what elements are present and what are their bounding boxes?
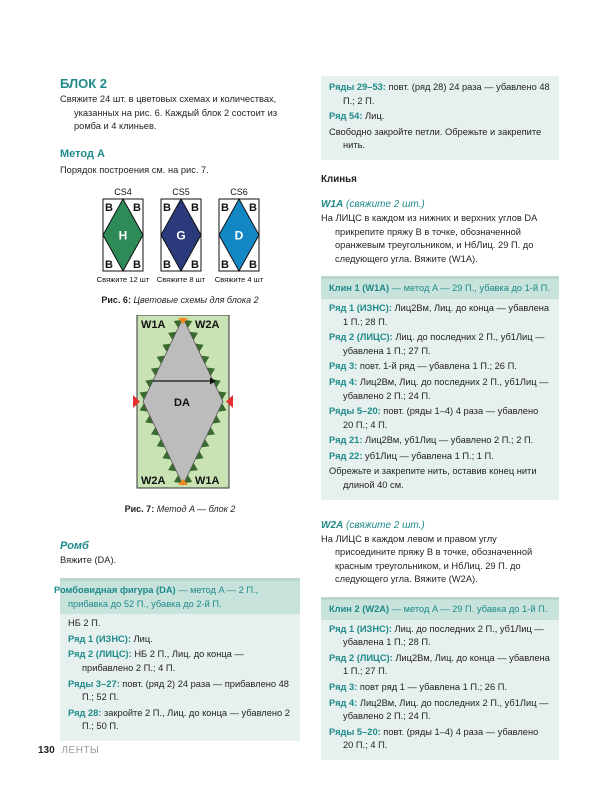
row-text: повт. (ряды 1–4) 4 раза — убавлено 20 П.; 4 П. (343, 406, 539, 430)
wedge-1-head-rest: — метод A — 29 П., убавка до 1-й П. (389, 283, 550, 294)
w2a-title-note: (свяжите 2 шт.) (343, 519, 425, 531)
wedge-1-box (321, 276, 559, 499)
diamond-pattern-head-bold: Ромбовидная фигура (DA) (54, 584, 176, 595)
instruction-row (329, 623, 551, 650)
instruction-row (329, 726, 551, 753)
instruction-row (329, 434, 551, 448)
block-intro: Свяжите 24 шт. в цветовых схемах и количествах, указанных на рис. 6. Каждый блок 2 состоит из ромба и 4 клиньев. (60, 94, 278, 132)
row-label: Ряд 22: (329, 450, 363, 461)
row-text: Лиц. до последних 2 П., уб1Лиц — убавлена 1 П.; 28 П. (343, 623, 544, 648)
row-text: Лиц. (130, 633, 153, 644)
scheme-count: Свяжите 12 шт (96, 275, 150, 285)
section-name: ЛЕНТЫ (61, 745, 100, 756)
instruction-row (68, 707, 292, 734)
w1a-title (321, 199, 559, 210)
figure-7-caption (60, 504, 300, 514)
instruction-row (68, 678, 292, 705)
wedges-title: Клинья (321, 173, 357, 185)
instruction-row (329, 405, 551, 432)
row-label: Ряды 5–20: (329, 726, 381, 737)
diamond-pattern-box (54, 578, 300, 741)
row-label: Ряды 5–20: (329, 406, 381, 417)
instruction-row (329, 697, 551, 724)
w2a-title-label: W2A (321, 519, 344, 531)
wedge-1-head-bold: Клин 1 (W1A) (329, 283, 390, 294)
scheme-corner-letter: B (191, 259, 199, 272)
instruction-row (329, 450, 551, 464)
row-text: Лиц2Вм, Лиц. до конца — убавлена 1 П.; 27 П. (343, 652, 550, 677)
row-label: Ряд 4: (329, 376, 358, 387)
romb-title: Ромб (60, 540, 89, 553)
block-title: БЛОК 2 (60, 76, 108, 91)
w1a-title-note: (свяжите 2 шт.) (343, 198, 425, 210)
row-label: Ряд 1 (ИЗНС): (68, 633, 131, 644)
row-label: Ряд 4: (329, 697, 358, 708)
row-text: повт. (ряд 2) 24 раза — прибавлено 48 П.; 52 П. (82, 678, 289, 703)
figure-6 (60, 185, 300, 305)
label-da: DA (174, 397, 190, 410)
row-label: Ряды 29–53: (329, 82, 386, 92)
row-text: Обрежьте и закрепите нить, оставив конец нити длиной 40 см. (329, 466, 537, 491)
wedge-2-box (321, 597, 559, 760)
wedge-2-head-bold: Клин 2 (W2A) (329, 604, 390, 615)
row-text: НБ 2 П. (68, 618, 101, 629)
label-w2a-top: W2A (195, 319, 220, 332)
scheme-corner-letter: B (249, 259, 257, 272)
row-label: Ряд 1 (ИЗНС): (329, 302, 392, 313)
label-w1a-top: W1A (141, 319, 166, 332)
right-column (321, 76, 559, 760)
instruction-row (329, 302, 551, 329)
figure-7-caption-label: Рис. 7: (124, 504, 155, 515)
wedge-1-head (321, 279, 559, 299)
instruction-row (329, 331, 551, 358)
w2a-title (321, 520, 559, 531)
row-text: Лиц2Вм, Лиц. до последних 2 П., уб1Лиц — убавлено 2 П.; 24 П. (343, 697, 549, 722)
row-text: Лиц. (362, 111, 385, 122)
instruction-row (68, 648, 292, 675)
row-label: Ряд 2 (ЛИЦС): (329, 652, 393, 663)
row-label: Ряд 2 (ЛИЦС): (329, 332, 393, 343)
figure-7-caption-text: Метод A — блок 2 (156, 504, 236, 515)
scheme-corner-letter: B (249, 202, 257, 215)
page-number: 130 (38, 745, 55, 756)
block-layout-figure (60, 315, 300, 495)
instruction-row (329, 681, 551, 695)
instruction-row (329, 376, 551, 403)
figure-6-caption-text: Цветовые схемы для блока 2 (133, 295, 259, 306)
row-text: НБ 2 П., Лиц. до конца — прибавлено 2 П.; 4 П. (82, 649, 244, 673)
row-text: Лиц2Вм, уб1Лиц — убавлено 2 П.; 2 П. (362, 435, 534, 446)
row-text: Лиц2Вм, Лиц. до конца — убавлена 1 П.; 28 П. (343, 302, 550, 327)
row-text: Лиц2Вм, Лиц. до последних 2 П., уб1Лиц — убавлено 2 П.; 24 П. (343, 376, 549, 401)
label-w1a-bottom: W1A (195, 475, 220, 488)
row-label: Ряд 2 (ЛИЦС): (68, 649, 132, 660)
scheme-center-letter: H (118, 228, 128, 243)
scheme-count: Свяжите 8 шт (156, 275, 206, 285)
instruction-row (329, 126, 551, 153)
row-text: повт. (ряды 1–4) 4 раза — убавлено 20 П.; 4 П. (343, 726, 539, 751)
method-text: Порядок построения см. на рис. 7. (60, 164, 209, 175)
scheme-corner-letter: B (163, 259, 171, 272)
wedge-2-head-rest: — метод A — 29 П. убавка до 1-й П. (389, 604, 548, 615)
left-column (54, 76, 300, 741)
row-label: Ряд 1 (ИЗНС): (329, 623, 392, 634)
row-text: повт ряд 1 — убавлена 1 П.; 26 П. (357, 682, 507, 692)
diamond-pattern-continued-box (321, 76, 559, 160)
scheme-corner-letter: B (221, 259, 229, 272)
instruction-row (68, 617, 292, 631)
row-label: Ряд 54: (329, 111, 363, 122)
page-footer (38, 745, 99, 756)
instruction-row (329, 110, 551, 124)
scheme-corner-letter: B (105, 259, 113, 272)
instruction-row (329, 652, 551, 679)
scheme-name: CS6 (230, 187, 248, 198)
w1a-text: На ЛИЦС в каждом из нижних и верхних углов DA прикрепите пряжу B в точке, обозначенной оранжевым треугольником, и НбЛиц. 29 П. до следующего угла. Вяжите (W1A). (321, 212, 537, 264)
scheme-corner-letter: B (163, 202, 171, 215)
row-text: Свободно закройте петли. Обрежьте и закрепите нить. (329, 126, 542, 151)
row-text: уб1Лиц — убавлена 1 П.; 1 П. (362, 450, 494, 461)
instruction-row (68, 633, 292, 647)
scheme-name: CS5 (172, 187, 190, 198)
scheme-corner-letter: B (191, 202, 199, 215)
scheme-corner-letter: B (105, 202, 113, 215)
w2a-text: На ЛИЦС в каждом левом и правом углу присоедините пряжу B в точке, обозначенной красным треугольником, и НбЛиц. 29 П. до следующего угла. Вяжите (W2A). (321, 533, 533, 585)
scheme-corner-letter: B (133, 202, 141, 215)
scheme-count: Свяжите 4 шт (214, 275, 264, 285)
w1a-title-label: W1A (321, 198, 344, 210)
scheme-corner-letter: B (133, 259, 141, 272)
diamond-pattern-head (54, 581, 300, 614)
scheme-name: CS4 (114, 187, 132, 198)
row-text: повт. 1-й ряд — убавлена 1 П.; 26 П. (357, 361, 517, 372)
instruction-row (329, 360, 551, 374)
scheme-corner-letter: B (221, 202, 229, 215)
row-text: повт. (ряд 28) 24 раза — убавлено 48 П.; 2 П. (343, 82, 550, 106)
figure-6-caption (60, 295, 300, 305)
wedge-2-head (321, 600, 559, 620)
romb-text: Вяжите (DA). (60, 555, 117, 566)
row-label: Ряд 28: (68, 707, 102, 718)
color-schemes-figure (60, 185, 300, 290)
label-w2a-bottom: W2A (141, 475, 166, 488)
method-title: Метод A (60, 147, 105, 160)
figure-6-caption-label: Рис. 6: (101, 295, 131, 306)
instruction-row (329, 81, 551, 108)
row-label: Ряд 21: (329, 435, 363, 446)
figure-7 (60, 315, 300, 514)
row-label: Ряд 3: (329, 682, 358, 692)
row-text: Лиц. до последних 2 П., уб1Лиц — убавлена 1 П.; 27 П. (343, 332, 545, 356)
instruction-row (329, 465, 551, 492)
row-label: Ряд 3: (329, 361, 358, 372)
scheme-center-letter: D (234, 228, 244, 243)
diamond-pattern-head-rest: — метод A — 2 П., прибавка до 52 П., убавка до 2-й П. (68, 584, 259, 609)
row-text: закройте 2 П., Лиц. до конца — убавлено 2 П.; 50 П. (82, 707, 290, 732)
scheme-center-letter: G (176, 228, 186, 243)
row-label: Ряды 3–27: (68, 678, 120, 689)
